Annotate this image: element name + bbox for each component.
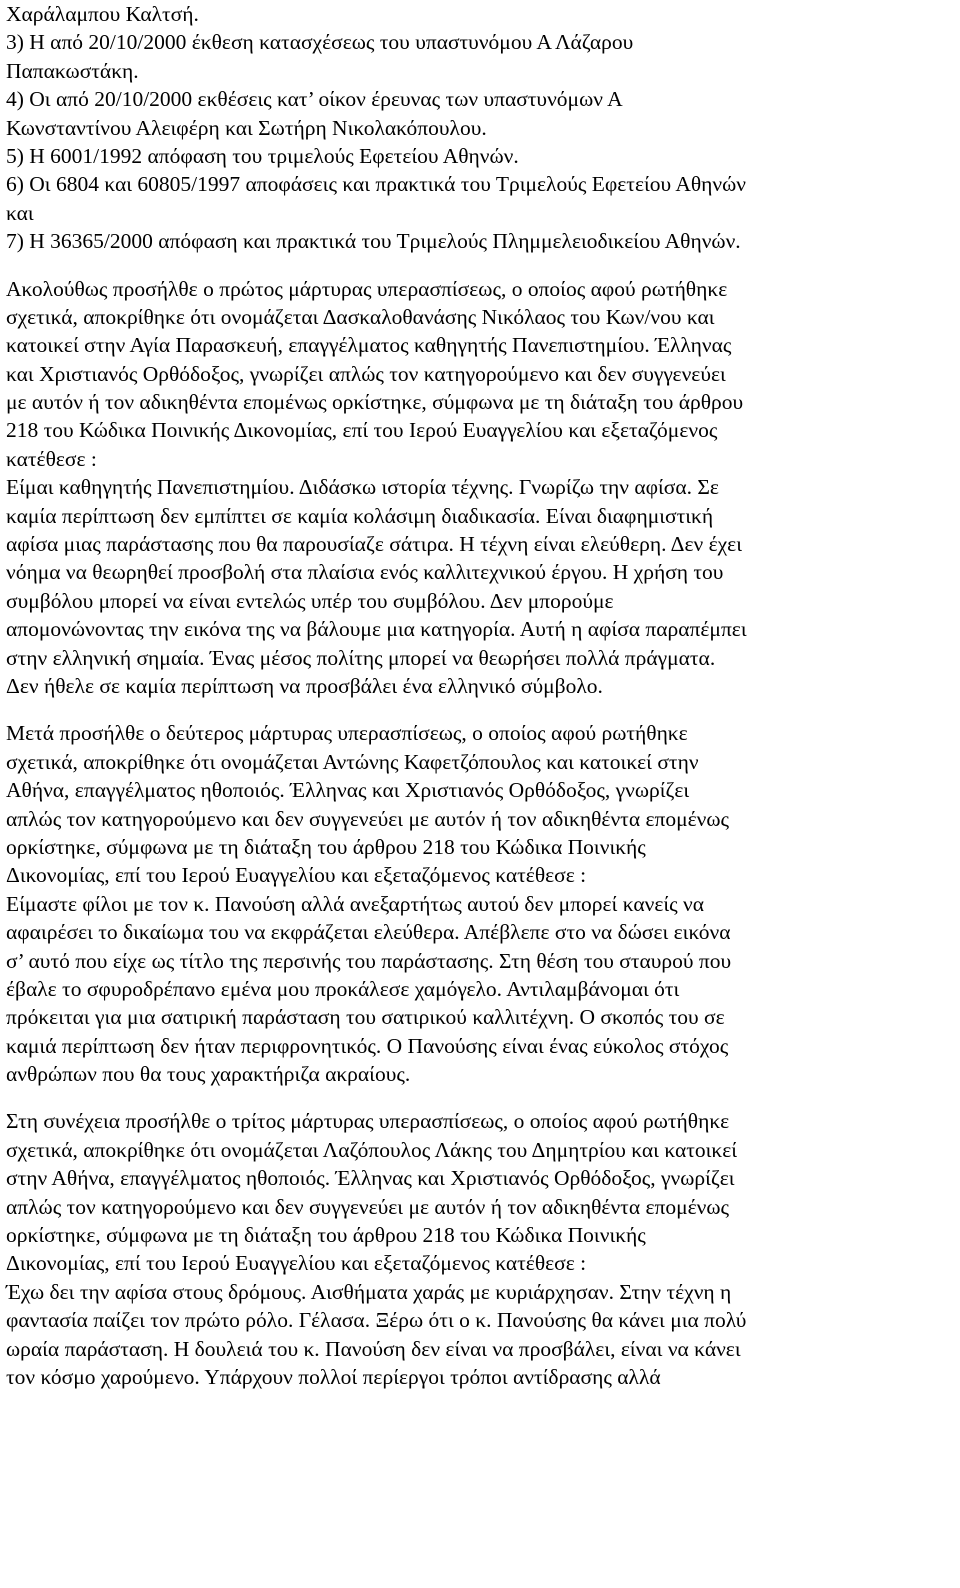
text-line: 4) Οι από 20/10/2000 εκθέσεις κατ’ οίκον έρευνας των υπαστυνόμων Α xyxy=(6,87,623,112)
text-line: Κωνσταντίνου Αλειφέρη και Σωτήρη Νικολακόπουλου. xyxy=(6,115,487,140)
text-line: απλώς τον κατηγορούμενο και δεν συγγενεύει με αυτόν ή τον αδικηθέντα επομένως xyxy=(6,806,730,831)
text-line: φαντασία παίζει τον πρώτο ρόλο. Γέλασα. Ξέρω ότι ο κ. Πανούσης θα κάνει μια πολύ xyxy=(6,1308,747,1333)
text-line: τον κόσμο χαρούμενο. Υπάρχουν πολλοί περίεργοι τρόποι αντίδρασης αλλά xyxy=(6,1364,661,1389)
text-line: αφαιρέσει το δικαίωμα του να εκφράζεται ελεύθερα. Απέβλεπε στο να δώσει εικόνα xyxy=(6,920,731,945)
text-line: απομονώνοντας την εικόνα της να βάλουμε μια κατηγορία. Αυτή η αφίσα παραπέμπει xyxy=(6,617,747,642)
text-line: Ακολούθως προσήλθε ο πρώτος μάρτυρας υπερασπίσεως, ο οποίος αφού ρωτήθηκε xyxy=(6,276,728,301)
text-line: Στη συνέχεια προσήλθε ο τρίτος μάρτυρας υπερασπίσεως, ο οποίος αφού ρωτήθηκε xyxy=(6,1109,730,1134)
text-line: 5) Η 6001/1992 απόφαση του τριμελούς Εφετείου Αθηνών. xyxy=(6,143,519,168)
text-line: αφίσα μιας παράστασης που θα παρουσίαζε σάτιρα. Η τέχνη είναι ελεύθερη. Δεν έχει xyxy=(6,532,742,557)
text-line: με αυτόν ή τον αδικηθέντα επομένως ορκίστηκε, σύμφωνα με τη διάταξη του άρθρου xyxy=(6,390,744,415)
text-line: κατέθεσε : xyxy=(6,446,97,471)
witness-2-testimony xyxy=(6,719,946,1088)
text-line: Παπακωστάκη. xyxy=(6,58,139,83)
text-line: 3) Η από 20/10/2000 έκθεση κατασχέσεως του υπαστυνόμου Α Λάζαρου xyxy=(6,30,634,55)
text-line: στην Αθήνα, επαγγέλματος ηθοποιός. Έλληνας και Χριστιανός Ορθόδοξος, γνωρίζει xyxy=(6,1166,735,1191)
text-line: Χαράλαμπου Καλτσή. xyxy=(6,2,199,26)
text-line: καμιά περίπτωση δεν ήταν περιφρονητικός. Ο Πανούσης είναι ένας εύκολος στόχος xyxy=(6,1033,729,1058)
witness-3-testimony xyxy=(6,1107,946,1391)
text-line: Δικονομίας, επί του Ιερού Ευαγγελίου και εξεταζόμενος κατέθεσε : xyxy=(6,863,587,888)
text-line: ορκίστηκε, σύμφωνα με τη διάταξη του άρθρου 218 του Κώδικα Ποινικής xyxy=(6,1223,646,1248)
text-line: νόημα να θεωρηθεί προσβολή στα πλαίσια ενός καλλιτεχνικού έργου. Η χρήση του xyxy=(6,560,724,585)
text-line: ορκίστηκε, σύμφωνα με τη διάταξη του άρθρου 218 του Κώδικα Ποινικής xyxy=(6,834,646,859)
text-line: απλώς τον κατηγορούμενο και δεν συγγενεύει με αυτόν ή τον αδικηθέντα επομένως xyxy=(6,1194,730,1219)
text-line: ανθρώπων που θα τους χαρακτήριζα ακραίους. xyxy=(6,1062,411,1087)
text-line: σ’ αυτό που είχε ως τίτλο της περσινής του παράστασης. Στη θέση του σταυρού που xyxy=(6,948,732,973)
text-line: Έχω δει την αφίσα στους δρόμους. Αισθήματα χαράς με κυριάρχησαν. Στην τέχνη η xyxy=(6,1279,732,1304)
paragraph-gap xyxy=(6,700,946,719)
text-line: κατοικεί στην Αγία Παρασκευή, επαγγέλματος καθηγητής Πανεπιστημίου. Έλληνας xyxy=(6,333,732,358)
text-line: 7) Η 36365/2000 απόφαση και πρακτικά του Τριμελούς Πλημμελειοδικείου Αθηνών. xyxy=(6,229,741,254)
text-line: Μετά προσήλθε ο δεύτερος μάρτυρας υπερασπίσεως, ο οποίος αφού ρωτήθηκε xyxy=(6,721,688,746)
text-line: σχετικά, αποκρίθηκε ότι ονομάζεται Λαζόπουλος Λάκης του Δημητρίου και κατοικεί xyxy=(6,1137,738,1162)
witness-1-testimony xyxy=(6,275,946,701)
text-line: 218 του Κώδικα Ποινικής Δικονομίας, επί του Ιερού Ευαγγελίου και εξεταζόμενος xyxy=(6,418,718,443)
text-line: Είμαι καθηγητής Πανεπιστημίου. Διδάσκω ιστορία τέχνης. Γνωρίζω την αφίσα. Σε xyxy=(6,475,719,500)
text-line: Δεν ήθελε σε καμία περίπτωση να προσβάλει ένα ελληνικό σύμβολο. xyxy=(6,673,603,698)
text-line: Είμαστε φίλοι με τον κ. Πανούση αλλά ανεξαρτήτως αυτού δεν μπορεί κανείς να xyxy=(6,891,705,916)
text-line: Αθήνα, επαγγέλματος ηθοποιός. Έλληνας και Χριστιανός Ορθόδοξος, γνωρίζει xyxy=(6,778,690,803)
text-line: και xyxy=(6,200,34,225)
text-line: πρόκειται για μια σατιρική παράσταση του σατιρικού καλλιτέχνη. Ο σκοπός του σε xyxy=(6,1005,725,1030)
text-line: συμβόλου μπορεί να είναι εντελώς υπέρ του συμβόλου. Δεν μπορούμε xyxy=(6,588,614,613)
paragraph-gap xyxy=(6,1088,946,1107)
paragraph-gap xyxy=(6,256,946,275)
evidence-list xyxy=(6,0,946,256)
text-line: έβαλε το σφυροδρέπανο εμένα μου προκάλεσε χαμόγελο. Αντιλαμβάνομαι ότι xyxy=(6,976,680,1001)
text-line: σχετικά, αποκρίθηκε ότι ονομάζεται Δασκαλοθανάσης Νικόλαος του Κων/νου και xyxy=(6,304,715,329)
text-line: ωραία παράσταση. Η δουλειά του κ. Πανούση δεν είναι να προσβάλει, είναι να κάνει xyxy=(6,1336,741,1361)
text-line: Δικονομίας, επί του Ιερού Ευαγγελίου και εξεταζόμενος κατέθεσε : xyxy=(6,1251,587,1276)
text-line: στην ελληνική σημαία. Ένας μέσος πολίτης μπορεί να θεωρήσει πολλά πράγματα. xyxy=(6,645,716,670)
text-line: καμία περίπτωση δεν εμπίπτει σε καμία κολάσιμη διαδικασία. Είναι διαφημιστική xyxy=(6,503,714,528)
text-line: και Χριστιανός Ορθόδοξος, γνωρίζει απλώς τον κατηγορούμενο και δεν συγγενεύει xyxy=(6,361,726,386)
text-line: σχετικά, αποκρίθηκε ότι ονομάζεται Αντώνης Καφετζόπουλος και κατοικεί στην xyxy=(6,749,699,774)
text-line: 6) Οι 6804 και 60805/1997 αποφάσεις και πρακτικά του Τριμελούς Εφετείου Αθηνών xyxy=(6,172,747,197)
